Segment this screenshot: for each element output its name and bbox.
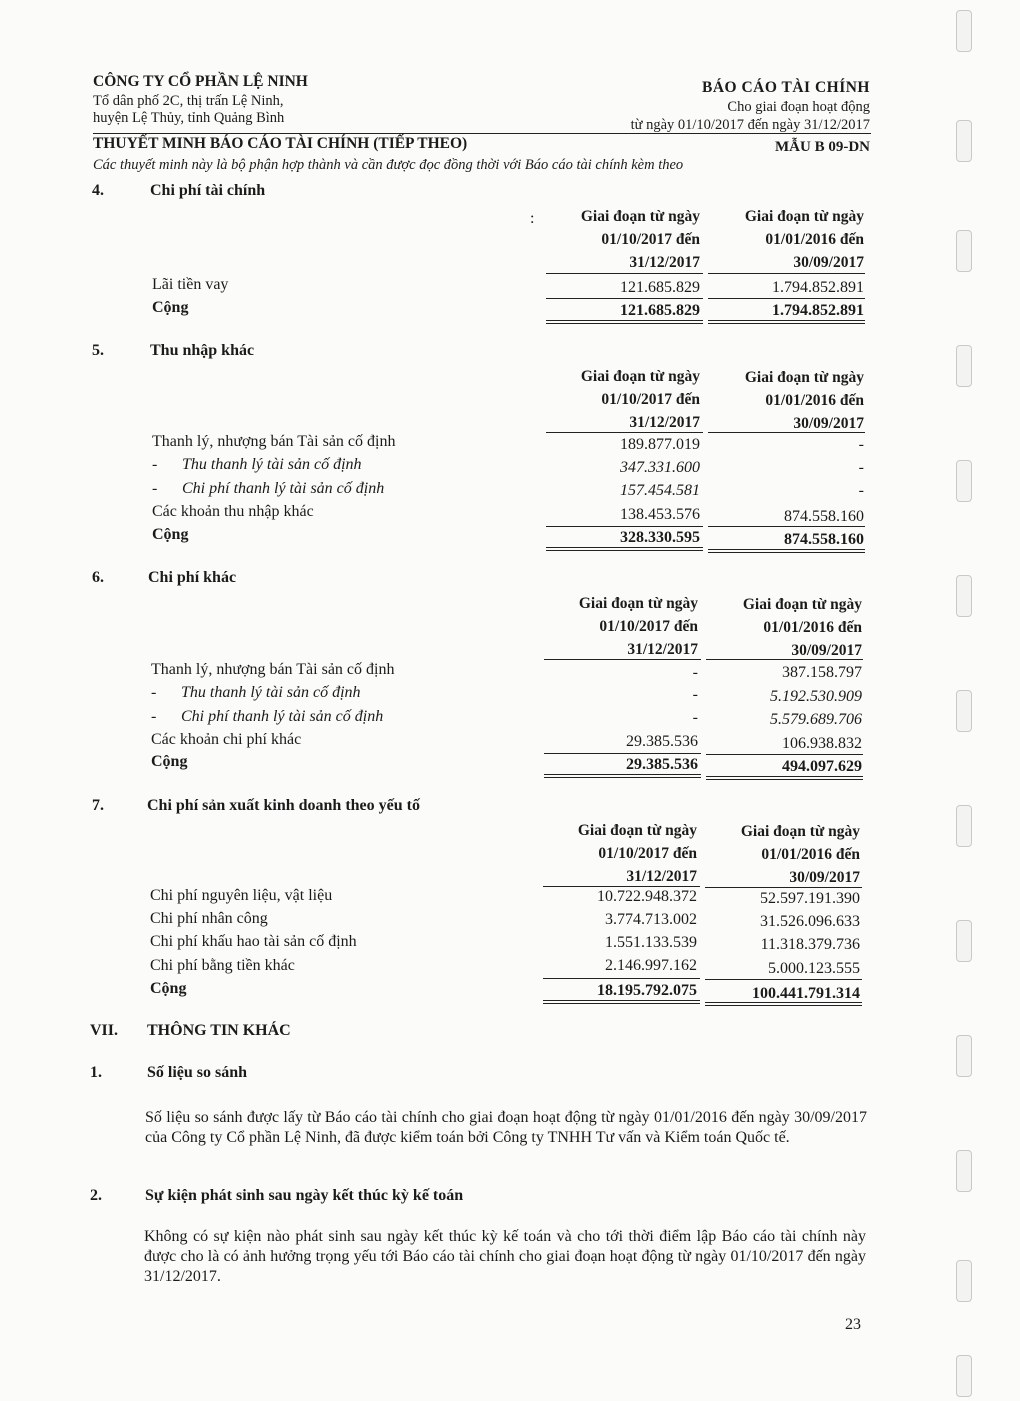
report-period-line2: từ ngày 01/10/2017 đến ngày 31/12/2017 xyxy=(630,117,870,133)
column-header-current: Giai đoạn từ ngày 01/10/2017 đến 31/12/2017 xyxy=(580,368,700,431)
total-value-current: 29.385.536 xyxy=(626,756,698,773)
form-code: MẪU B 09-DN xyxy=(775,139,870,155)
company-name: CÔNG TY CỔ PHẦN LỆ NINH xyxy=(93,73,308,90)
sub-row-label: - Thu thanh lý tài sản cố định xyxy=(152,456,362,473)
column-rule xyxy=(708,432,865,433)
row-value-prior: 5.000.123.555 xyxy=(768,960,860,977)
row-value-prior: - xyxy=(858,459,864,476)
section-5-number: 5. xyxy=(92,342,104,359)
column-header-prior: Giai đoạn từ ngày 01/01/2016 đến 30/09/2017 xyxy=(742,596,862,659)
row-value-prior: - xyxy=(858,436,864,453)
comparative-figures-paragraph: Số liệu so sánh được lấy từ Báo cáo tài chính cho giai đoạn hoạt động từ ngày 01/01/2016 đến ngày 30/09/2017 của Công ty Cổ phần Lệ Ninh, đã được kiểm toán bởi Công ty TNHH Tư vấn và Kiểm toán Quốc tế. xyxy=(145,1109,867,1146)
row-label: Chi phí khấu hao tài sản cố định xyxy=(150,933,357,950)
row-value-current: 2.146.997.162 xyxy=(605,957,697,974)
binder-hole xyxy=(956,1260,972,1302)
row-label: Chi phí nhân công xyxy=(150,910,268,927)
subtotal-rule xyxy=(546,298,703,299)
binder-hole xyxy=(956,345,972,387)
row-value-current: 121.685.829 xyxy=(620,279,700,296)
section-4-colon: : xyxy=(530,210,535,227)
row-value-prior: 52.597.191.390 xyxy=(760,890,860,907)
company-address-line1: Tổ dân phố 2C, thị trấn Lệ Ninh, xyxy=(93,93,284,109)
section-7-title: Chi phí sản xuất kinh doanh theo yếu tố xyxy=(147,797,420,814)
row-value-prior: 5.579.689.706 xyxy=(770,711,862,728)
sub-row-label: - Chi phí thanh lý tài sản cố định xyxy=(151,708,384,725)
row-value-current: 3.774.713.002 xyxy=(605,911,697,928)
section-4-number: 4. xyxy=(92,182,104,199)
total-label: Cộng xyxy=(151,753,188,770)
subtotal-rule xyxy=(543,978,700,979)
subtotal-rule xyxy=(544,753,701,754)
binder-hole xyxy=(956,10,972,52)
row-value-current: 29.385.536 xyxy=(626,733,698,750)
row-value-current: - xyxy=(692,686,698,703)
section-7-number: 7. xyxy=(92,797,104,814)
section-vii-1-number: 1. xyxy=(90,1064,102,1081)
binder-hole xyxy=(956,120,972,162)
row-value-current: 347.331.600 xyxy=(620,459,700,476)
report-period-line1: Cho giai đoạn hoạt động xyxy=(727,99,870,115)
section-vii-number: VII. xyxy=(90,1022,119,1039)
row-value-prior: - xyxy=(858,482,864,499)
notes-title: THUYẾT MINH BÁO CÁO TÀI CHÍNH (TIẾP THEO) xyxy=(93,135,468,152)
row-label: Chi phí nguyên liệu, vật liệu xyxy=(150,887,333,904)
column-rule xyxy=(708,273,865,274)
row-value-current: 10.722.948.372 xyxy=(597,888,697,905)
column-rule xyxy=(706,659,863,660)
row-value-prior: 874.558.160 xyxy=(784,508,864,525)
binder-hole xyxy=(956,805,972,847)
total-double-rule xyxy=(544,774,701,778)
section-6-number: 6. xyxy=(92,569,104,586)
page-number: 23 xyxy=(845,1316,861,1333)
column-rule xyxy=(546,432,703,433)
column-header-current: Giai đoạn từ ngày 01/10/2017 đến 31/12/2017 xyxy=(580,208,700,271)
binder-hole xyxy=(956,230,972,272)
subtotal-rule xyxy=(708,526,865,527)
total-double-rule xyxy=(706,776,863,780)
binder-hole xyxy=(956,1035,972,1077)
total-value-current: 18.195.792.075 xyxy=(597,982,697,999)
row-value-prior: 31.526.096.633 xyxy=(760,913,860,930)
section-4-title: Chi phí tài chính xyxy=(150,182,266,199)
column-header-prior: Giai đoạn từ ngày 01/01/2016 đến 30/09/2017 xyxy=(744,369,864,432)
row-value-current: 138.453.576 xyxy=(620,506,700,523)
total-double-rule xyxy=(708,320,865,324)
subtotal-rule xyxy=(706,754,863,755)
row-value-prior: 5.192.530.909 xyxy=(770,688,862,705)
row-value-prior: 1.794.852.891 xyxy=(772,279,864,296)
subtotal-rule xyxy=(705,979,862,980)
total-label: Cộng xyxy=(150,980,187,997)
binder-hole xyxy=(956,575,972,617)
row-value-current: 1.551.133.539 xyxy=(605,934,697,951)
total-double-rule xyxy=(705,1002,862,1006)
section-vii-2-title: Sự kiện phát sinh sau ngày kết thúc kỳ kế toán xyxy=(145,1187,464,1204)
row-value-current: 157.454.581 xyxy=(620,482,700,499)
row-value-current: - xyxy=(692,664,698,681)
column-rule xyxy=(544,659,701,660)
total-double-rule xyxy=(546,547,703,551)
total-double-rule xyxy=(543,1000,700,1004)
subtotal-rule xyxy=(708,298,865,299)
column-rule xyxy=(546,273,703,274)
column-header-current: Giai đoạn từ ngày 01/10/2017 đến 31/12/2017 xyxy=(578,595,698,658)
row-value-prior: 106.938.832 xyxy=(782,735,862,752)
binder-hole xyxy=(956,1150,972,1192)
binder-hole xyxy=(956,690,972,732)
sub-row-label: - Thu thanh lý tài sản cố định xyxy=(151,684,361,701)
total-label: Cộng xyxy=(152,299,189,316)
binder-hole xyxy=(956,1355,972,1397)
column-header-prior: Giai đoạn từ ngày 01/01/2016 đến 30/09/2017 xyxy=(740,823,860,886)
total-value-prior: 1.794.852.891 xyxy=(772,302,864,319)
column-header-prior: Giai đoạn từ ngày 01/01/2016 đến 30/09/2017 xyxy=(744,208,864,271)
row-label: Lãi tiền vay xyxy=(152,276,229,293)
total-value-current: 328.330.595 xyxy=(620,529,700,546)
total-double-rule xyxy=(546,320,703,324)
total-double-rule xyxy=(708,549,865,553)
binder-hole xyxy=(956,920,972,962)
column-rule xyxy=(705,887,862,888)
row-label: Chi phí bằng tiền khác xyxy=(150,957,295,974)
total-value-prior: 874.558.160 xyxy=(784,531,864,548)
binder-hole xyxy=(956,460,972,502)
row-value-current: - xyxy=(692,709,698,726)
section-vii-2-number: 2. xyxy=(90,1187,102,1204)
header-divider xyxy=(93,133,871,134)
total-label: Cộng xyxy=(152,526,189,543)
report-title: BÁO CÁO TÀI CHÍNH xyxy=(702,79,870,96)
subtotal-rule xyxy=(546,526,703,527)
company-address-line2: huyện Lệ Thủy, tỉnh Quảng Bình xyxy=(93,110,285,126)
notes-subtitle: Các thuyết minh này là bộ phận hợp thành và cần được đọc đồng thời với Báo cáo tài chính kèm theo xyxy=(93,157,684,173)
sub-row-label: - Chi phí thanh lý tài sản cố định xyxy=(152,480,385,497)
row-value-prior: 11.318.379.736 xyxy=(760,936,860,953)
section-5-title: Thu nhập khác xyxy=(150,342,255,359)
subsequent-events-paragraph: Không có sự kiện nào phát sinh sau ngày kết thúc kỳ kế toán và cho tới thời điểm lập Báo cáo tài chính này được cho là có ảnh hưởng trọng yếu tới Báo cáo tài chính cho giai đoạn hoạt động từ ngày 01/10/2017 đến ngày 31/12/2017. xyxy=(144,1228,866,1285)
total-value-prior: 494.097.629 xyxy=(782,758,862,775)
section-6-title: Chi phí khác xyxy=(148,569,237,586)
row-value-prior: 387.158.797 xyxy=(782,664,862,681)
row-label: Thanh lý, nhượng bán Tài sản cố định xyxy=(151,661,395,678)
section-vii-title: THÔNG TIN KHÁC xyxy=(147,1022,291,1039)
column-rule xyxy=(543,886,700,887)
row-label: Các khoản chi phí khác xyxy=(151,731,302,748)
row-label: Thanh lý, nhượng bán Tài sản cố định xyxy=(152,433,396,450)
total-value-current: 121.685.829 xyxy=(620,302,700,319)
total-value-prior: 100.441.791.314 xyxy=(752,985,860,1002)
section-vii-1-title: Số liệu so sánh xyxy=(147,1064,248,1081)
column-header-current: Giai đoạn từ ngày 01/10/2017 đến 31/12/2017 xyxy=(577,822,697,885)
row-label: Các khoản thu nhập khác xyxy=(152,503,314,520)
row-value-current: 189.877.019 xyxy=(620,436,700,453)
